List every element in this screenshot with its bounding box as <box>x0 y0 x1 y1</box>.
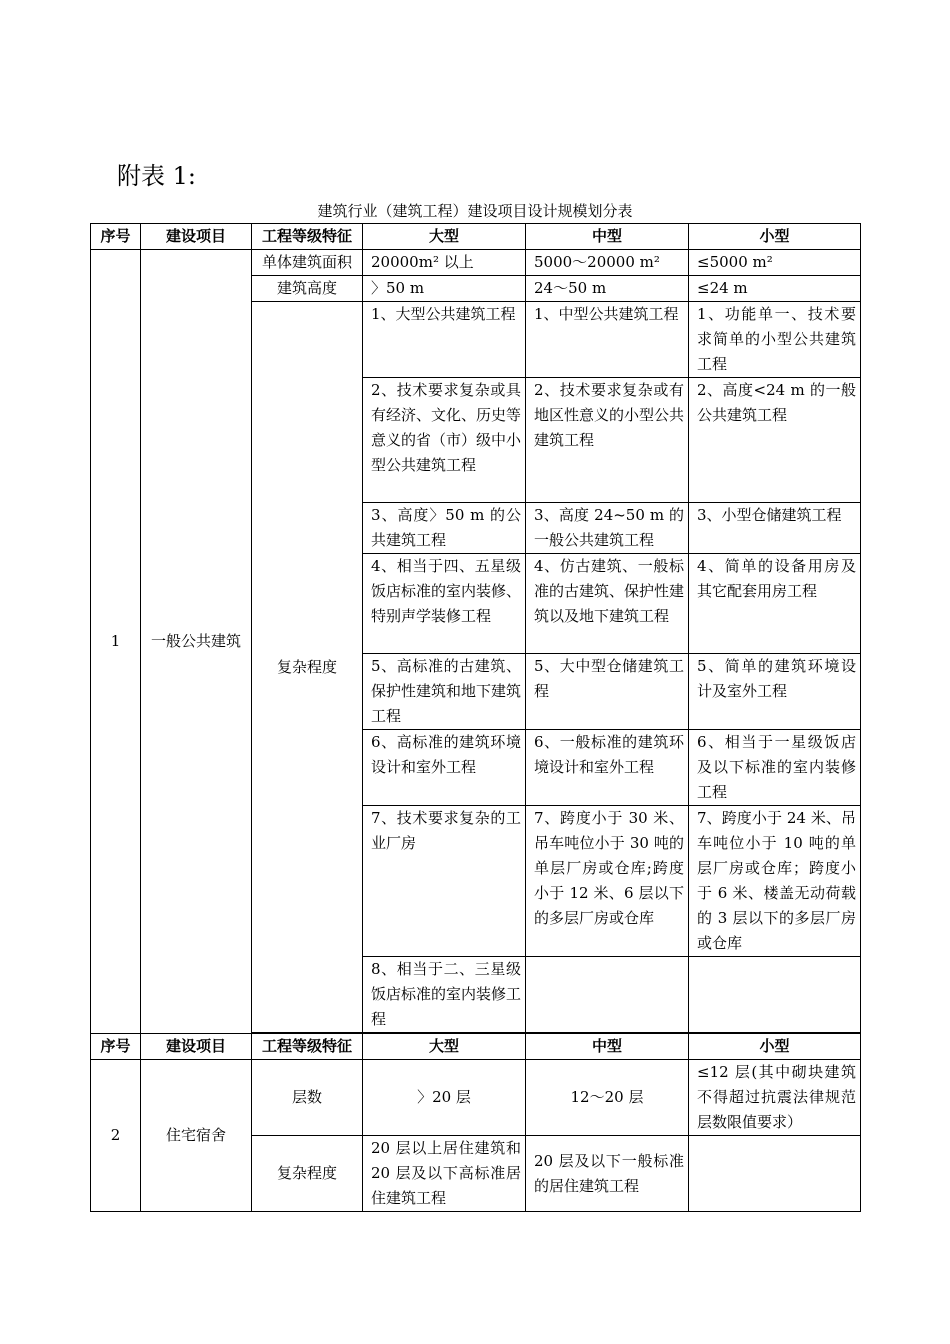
section1-height-medium: 24～50 m <box>526 276 689 302</box>
complexity-large: 5、高标准的古建筑、保护性建筑和地下建筑工程 <box>363 654 526 730</box>
section1-no: 1 <box>91 250 141 1034</box>
complexity-large: 7、技术要求复杂的工业厂房 <box>363 806 526 957</box>
section1-area-feature: 单体建筑面积 <box>252 250 363 276</box>
complexity-small: 1、功能单一、技术要求简单的小型公共建筑工程 <box>689 302 861 378</box>
section2-complexity-small <box>689 1136 861 1212</box>
section1-height-large: 〉50 m <box>363 276 526 302</box>
section1-height-small: ≤24 m <box>689 276 861 302</box>
header-row <box>91 1034 861 1060</box>
table-row <box>91 1060 861 1136</box>
header-project: 建设项目 <box>141 1034 252 1060</box>
complexity-medium <box>526 957 689 1033</box>
header-project: 建设项目 <box>141 224 252 250</box>
section1-area-medium: 5000～20000 m² <box>526 250 689 276</box>
complexity-medium: 2、技术要求复杂或有地区性意义的小型公共建筑工程 <box>526 378 689 503</box>
header-medium: 中型 <box>526 1034 689 1060</box>
complexity-small: 5、简单的建筑环境设计及室外工程 <box>689 654 861 730</box>
header-feature: 工程等级特征 <box>252 1034 363 1060</box>
section1-project: 一般公共建筑 <box>141 250 252 1034</box>
complexity-large: 1、大型公共建筑工程 <box>363 302 526 378</box>
header-no: 序号 <box>91 224 141 250</box>
section2-complexity-large: 20 层以上居住建筑和 20 层及以下高标准居住建筑工程 <box>363 1136 526 1212</box>
section2-complexity-feature: 复杂程度 <box>252 1136 363 1212</box>
section2-no: 2 <box>91 1060 141 1212</box>
section2-floors-large: 〉20 层 <box>363 1060 526 1136</box>
complexity-small: 4、简单的设备用房及其它配套用房工程 <box>689 554 861 654</box>
table-row <box>91 250 861 276</box>
complexity-small: 2、高度<24 m 的一般公共建筑工程 <box>689 378 861 503</box>
design-scale-table <box>90 223 861 1212</box>
section2-floors-feature: 层数 <box>252 1060 363 1136</box>
complexity-medium: 7、跨度小于 30 米、吊车吨位小于 30 吨的单层厂房或仓库;跨度小于 12 米、6 层以下的多层厂房或仓库 <box>526 806 689 957</box>
section1-height-feature: 建筑高度 <box>252 276 363 302</box>
section1-complexity-label: 复杂程度 <box>252 302 363 1033</box>
section2-complexity-medium: 20 层及以下一般标准的居住建筑工程 <box>526 1136 689 1212</box>
complexity-small: 6、相当于一星级饭店及以下标准的室内装修工程 <box>689 730 861 806</box>
complexity-medium: 5、大中型仓储建筑工程 <box>526 654 689 730</box>
header-large: 大型 <box>363 1034 526 1060</box>
header-small: 小型 <box>689 224 861 250</box>
complexity-small: 7、跨度小于 24 米、吊车吨位小于 10 吨的单层厂房或仓库；跨度小于 6 米、楼盖无动荷载的 3 层以下的多层厂房或仓库 <box>689 806 861 957</box>
header-no: 序号 <box>91 1034 141 1060</box>
section1-area-small: ≤5000 m² <box>689 250 861 276</box>
section2-floors-small: ≤12 层(其中砌块建筑不得超过抗震法律规范层数限值要求） <box>689 1060 861 1136</box>
header-large: 大型 <box>363 224 526 250</box>
complexity-medium: 1、中型公共建筑工程 <box>526 302 689 378</box>
header-row <box>91 224 861 250</box>
table-caption: 建筑行业（建筑工程）建设项目设计规模划分表 <box>317 202 633 220</box>
complexity-large: 2、技术要求复杂或具有经济、文化、历史等意义的省（市）级中小型公共建筑工程 <box>363 378 526 503</box>
complexity-large: 8、相当于二、三星级饭店标准的室内装修工程 <box>363 957 526 1033</box>
header-medium: 中型 <box>526 224 689 250</box>
section2-project: 住宅宿舍 <box>141 1060 252 1212</box>
section2-floors-medium: 12～20 层 <box>526 1060 689 1136</box>
complexity-medium: 3、高度 24~50 m 的一般公共建筑工程 <box>526 503 689 554</box>
header-small: 小型 <box>689 1034 861 1060</box>
section1-area-large: 20000m² 以上 <box>363 250 526 276</box>
complexity-medium: 6、一般标准的建筑环境设计和室外工程 <box>526 730 689 806</box>
complexity-small <box>689 957 861 1033</box>
complexity-large: 6、高标准的建筑环境设计和室外工程 <box>363 730 526 806</box>
complexity-medium: 4、仿古建筑、一般标准的古建筑、保护性建筑以及地下建筑工程 <box>526 554 689 654</box>
header-feature: 工程等级特征 <box>252 224 363 250</box>
complexity-large: 4、相当于四、五星级饭店标准的室内装修、特别声学装修工程 <box>363 554 526 654</box>
complexity-small: 3、小型仓储建筑工程 <box>689 503 861 554</box>
page-heading: 附表 1: <box>117 162 196 190</box>
complexity-large: 3、高度〉50 m 的公共建筑工程 <box>363 503 526 554</box>
